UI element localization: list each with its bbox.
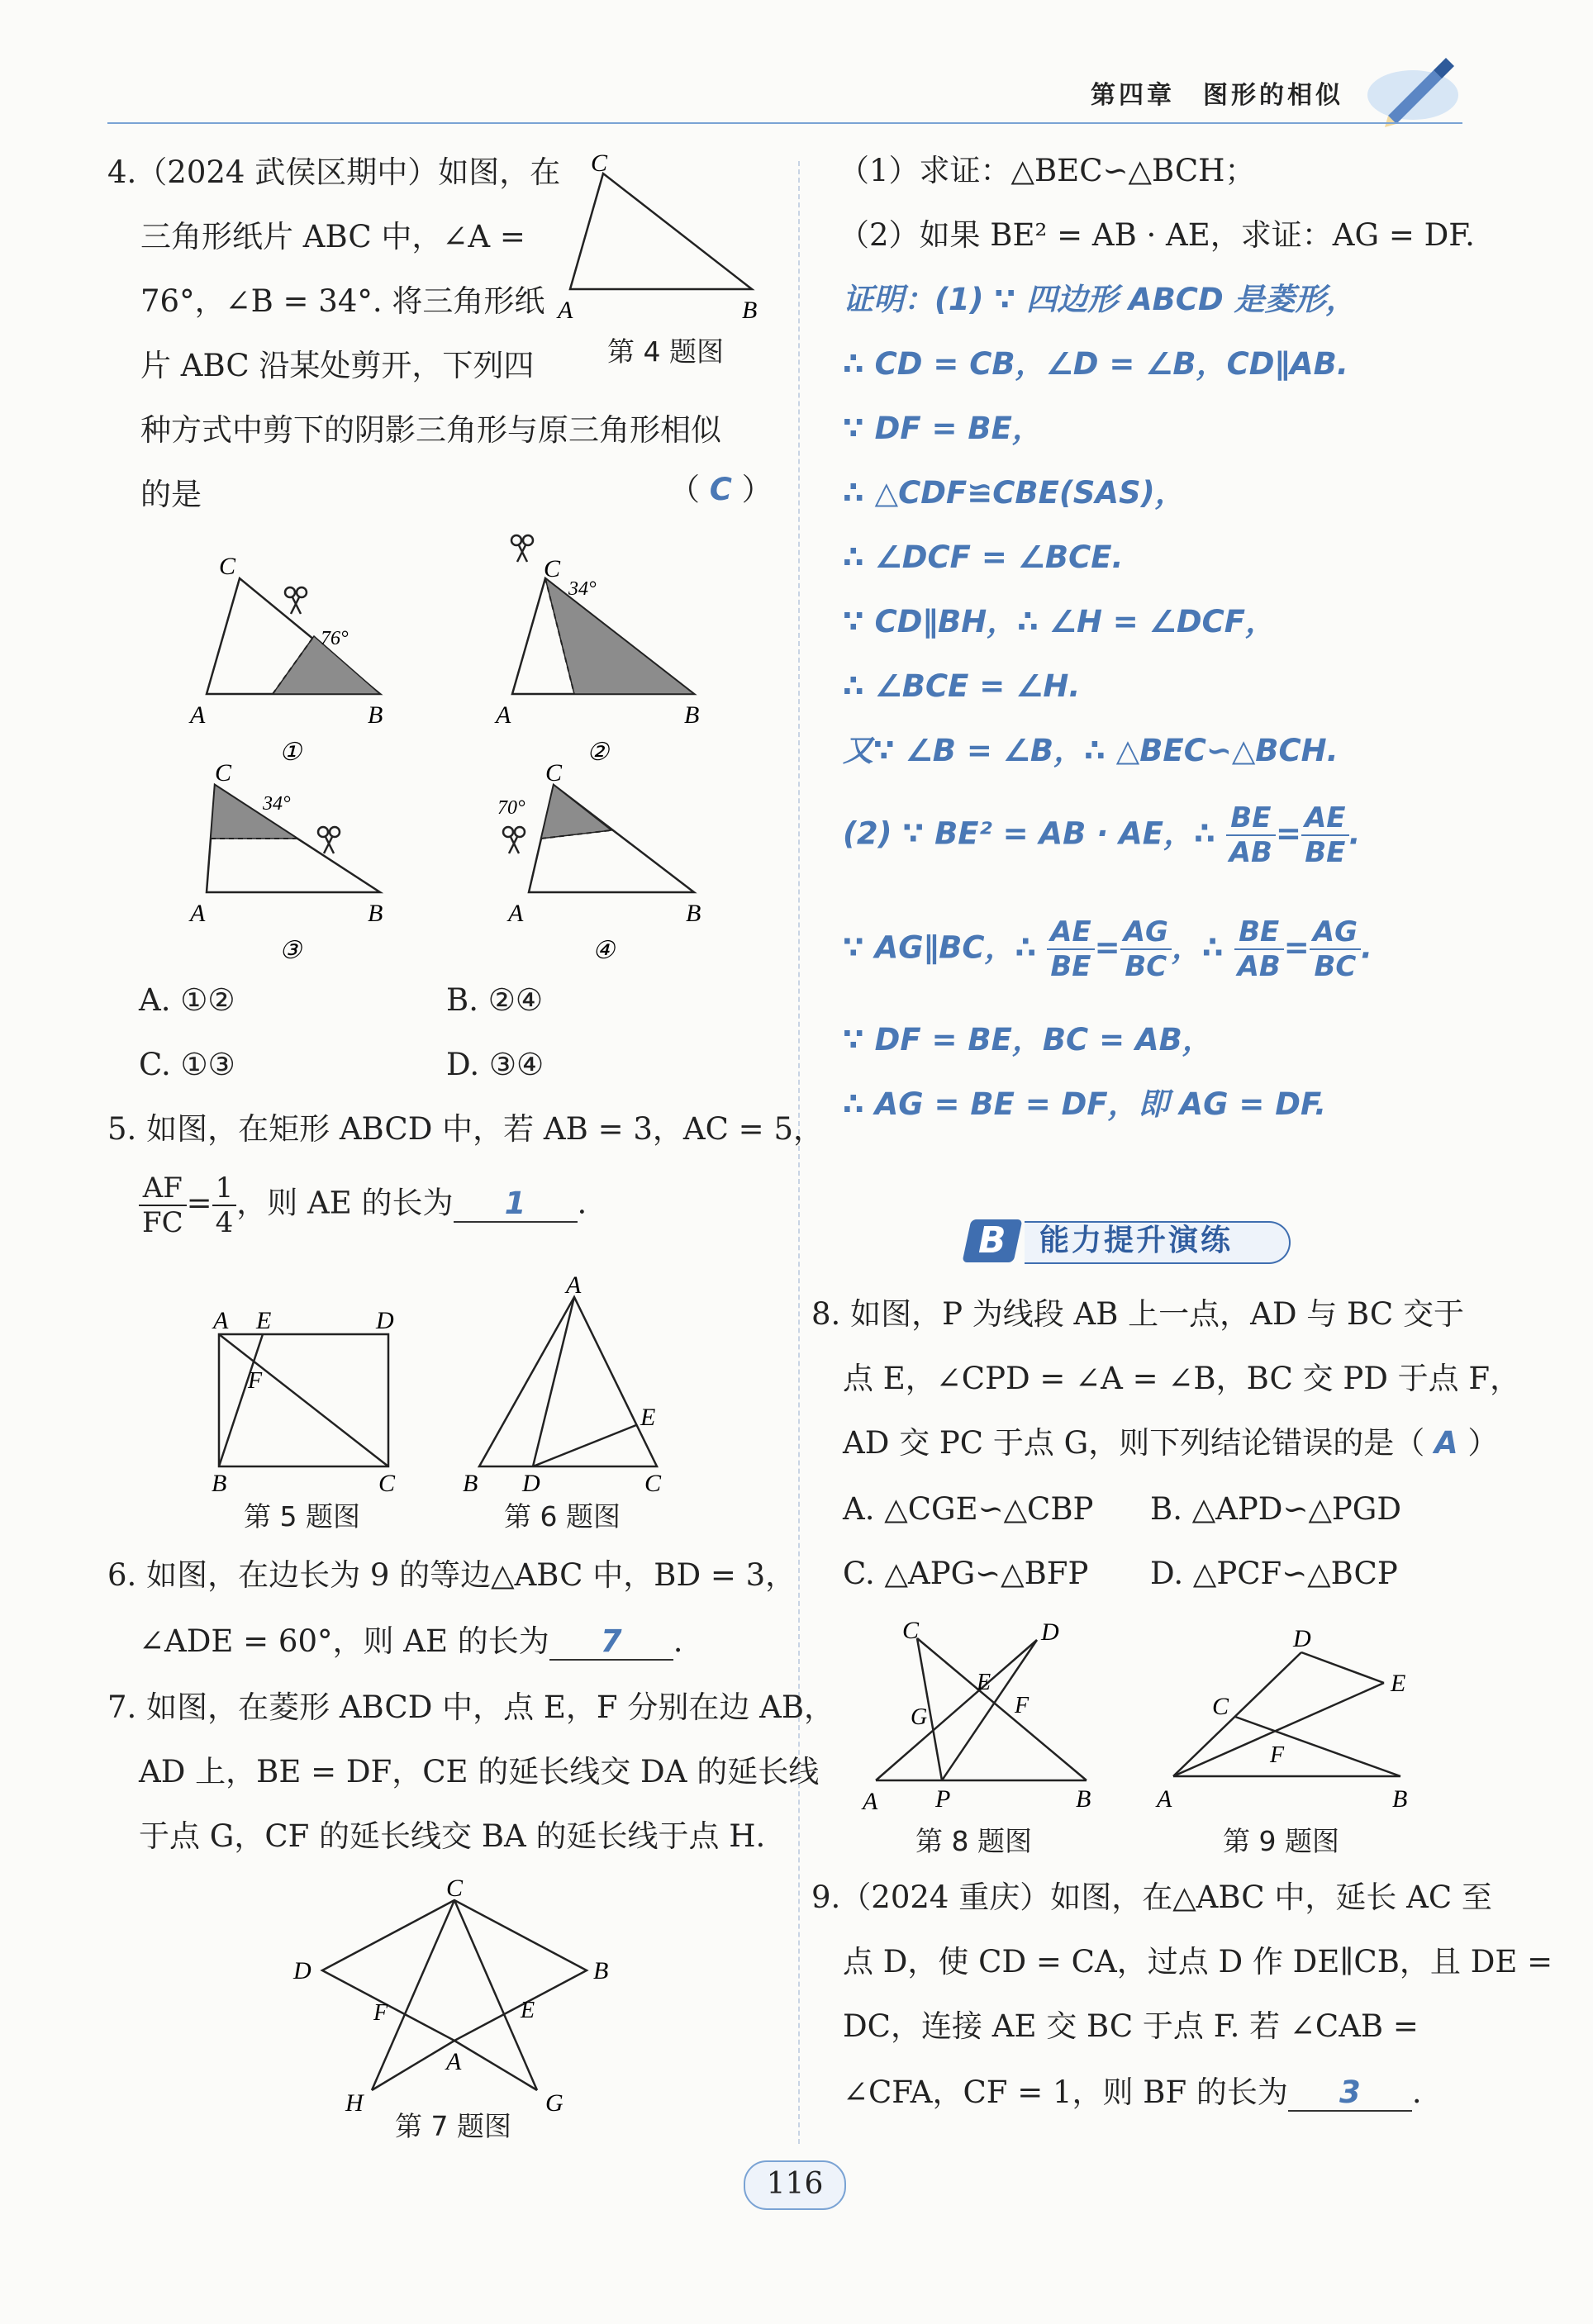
q4-line-3: 76°，∠B = 34°. 将三角形纸 bbox=[140, 283, 545, 319]
svg-text:E: E bbox=[977, 1670, 991, 1695]
q7-sub-1: （1）求证：△BEC∽△BCH； bbox=[839, 153, 1256, 188]
q4-line-4: 片 ABC 沿某处剪开，下列四 bbox=[140, 348, 535, 383]
proof-line-9: (2) ∵ BE² = AB · AE，∴ $\frac{BE}{AB}$ = $\frac{AE}{BE}$ . bbox=[843, 801, 1361, 869]
q8-figure bbox=[859, 1615, 1107, 1822]
proof-line-6: ∵ CD∥BH，∴ ∠H = ∠DCF， bbox=[843, 604, 1276, 639]
proof-line-2: ∴ CD = CB，∠D = ∠B，CD∥AB. bbox=[843, 346, 1348, 382]
q4-subfig-4 bbox=[497, 759, 701, 964]
svg-text:D: D bbox=[522, 1470, 540, 1495]
svg-text:C: C bbox=[1212, 1693, 1229, 1720]
q6-line-1: 6. 如图，在边长为 9 的等边△ABC 中，BD = 3， bbox=[107, 1557, 796, 1593]
svg-text:D: D bbox=[376, 1307, 394, 1334]
q4-answer-paren: （ C ） bbox=[669, 472, 773, 507]
q4-fig4-angle: 70° bbox=[497, 797, 525, 819]
svg-text:C: C bbox=[902, 1617, 920, 1644]
q4-option-c: C. ①③ bbox=[139, 1047, 235, 1082]
svg-text:D: D bbox=[1041, 1618, 1059, 1646]
q4-fig2-angle: 34° bbox=[568, 578, 597, 600]
proof-line-11: ∵ DF = BE，BC = AB， bbox=[843, 1022, 1213, 1057]
svg-text:F: F bbox=[1015, 1693, 1030, 1718]
svg-text:C: C bbox=[446, 1875, 464, 1902]
q4-caption: 第 4 题图 bbox=[607, 335, 724, 368]
svg-text:G: G bbox=[545, 2089, 563, 2117]
svg-text:C: C bbox=[544, 555, 561, 582]
q4-option-b: B. ②④ bbox=[446, 982, 544, 1018]
scissors-icon-1 bbox=[285, 587, 307, 614]
svg-text:C: C bbox=[644, 1470, 662, 1495]
svg-text:B: B bbox=[1076, 1785, 1091, 1813]
svg-text:C: C bbox=[219, 553, 236, 580]
q5-line-1: 5. 如图，在矩形 ABCD 中，若 AB = 3，AC = 5， bbox=[107, 1111, 824, 1147]
proof-line-4: ∴ △CDF≌CBE(SAS)， bbox=[843, 475, 1186, 511]
svg-text:A: A bbox=[566, 1276, 582, 1299]
svg-text:A: A bbox=[190, 900, 206, 927]
q9-figure bbox=[1153, 1615, 1434, 1822]
q7-sub-2: （2）如果 BE² = AB · AE，求证：AG = DF. bbox=[839, 217, 1475, 253]
q4-line-1: 4.（2024 武侯区期中）如图，在 bbox=[107, 154, 561, 190]
svg-text:B: B bbox=[684, 701, 700, 729]
svg-text:B: B bbox=[368, 900, 383, 927]
q5-figure bbox=[198, 1297, 413, 1495]
svg-text:P: P bbox=[935, 1785, 951, 1813]
svg-text:G: G bbox=[911, 1704, 928, 1730]
q4-fig4-num: ④ bbox=[592, 937, 615, 964]
proof-line-7: ∴ ∠BCE = ∠H. bbox=[843, 668, 1081, 704]
pencil-icon bbox=[1355, 50, 1462, 132]
q4-label-c: C bbox=[591, 153, 608, 177]
svg-text:C: C bbox=[545, 759, 563, 787]
scissors-icon-3 bbox=[318, 827, 340, 853]
q4-subfigures bbox=[182, 529, 777, 975]
q6-caption: 第 6 题图 bbox=[504, 1500, 621, 1533]
q4-figure bbox=[554, 153, 777, 322]
q4-subfig-1 bbox=[188, 553, 383, 766]
proof-line-8: 又∵ ∠B = ∠B，∴ △BEC∽△BCH. bbox=[843, 733, 1339, 768]
q4-fig3-angle: 34° bbox=[263, 793, 291, 815]
q4-label-b: B bbox=[742, 297, 758, 322]
q5-value: $\frac{1}{4}$ bbox=[212, 1172, 237, 1239]
svg-text:E: E bbox=[256, 1307, 272, 1334]
svg-text:D: D bbox=[1293, 1625, 1311, 1652]
page-header bbox=[0, 0, 1593, 132]
svg-text:B: B bbox=[368, 701, 383, 729]
svg-text:B: B bbox=[463, 1470, 478, 1495]
q5-fraction: $\frac{AF}{FC}$ bbox=[139, 1172, 187, 1239]
q4-fig1-num: ① bbox=[279, 739, 302, 766]
q5-caption: 第 5 题图 bbox=[244, 1500, 360, 1533]
q8-option-c: C. △APG∽△BFP bbox=[843, 1556, 1089, 1591]
svg-text:C: C bbox=[378, 1470, 396, 1495]
q8-line-1: 8. 如图，P 为线段 AB 上一点，AD 与 BC 交于 bbox=[811, 1296, 1465, 1332]
q4-label-a: A bbox=[558, 297, 573, 322]
q9-line-1: 9.（2024 重庆）如图，在△ABC 中，延长 AC 至 bbox=[811, 1880, 1492, 1915]
svg-text:B: B bbox=[686, 900, 701, 927]
chapter-title: 第四章 图形的相似 bbox=[1091, 81, 1343, 110]
proof-line-10: ∵ AG∥BC，∴ $\frac{AE}{BE}$ = $\frac{AG}{BC}$ ，∴ $\frac{BE}{AB}$ = $\frac{AG}{BC}$ . bbox=[843, 915, 1373, 983]
section-b-title: 能力提升演练 bbox=[1039, 1224, 1234, 1257]
page-number: 116 bbox=[766, 2167, 824, 2201]
svg-text:B: B bbox=[212, 1470, 227, 1495]
q8-option-b: B. △APD∽△PGD bbox=[1150, 1491, 1402, 1527]
q9-line-2: 点 D，使 CD = CA，过点 D 作 DE∥CB，且 DE = bbox=[843, 1944, 1553, 1979]
q5-answer: 1 bbox=[504, 1185, 526, 1221]
q7-line-3: 于点 G，CF 的延长线交 BA 的延长线于点 H. bbox=[139, 1818, 766, 1854]
svg-text:A: A bbox=[213, 1307, 229, 1334]
svg-text:H: H bbox=[345, 2089, 364, 2117]
svg-text:E: E bbox=[640, 1404, 656, 1431]
svg-text:A: A bbox=[863, 1788, 878, 1815]
q4-fig2-num: ② bbox=[587, 739, 609, 766]
q4-fig1-angle: 76° bbox=[321, 628, 349, 649]
q7-line-2: AD 上，BE = DF，CE 的延长线交 DA 的延长线 bbox=[139, 1754, 820, 1789]
svg-text:B: B bbox=[1392, 1785, 1408, 1813]
q7-figure bbox=[281, 1875, 628, 2123]
section-b-letter: B bbox=[978, 1219, 1006, 1262]
svg-text:A: A bbox=[190, 701, 206, 729]
q8-line-2: 点 E，∠CPD = ∠A = ∠B，BC 交 PD 于点 F， bbox=[843, 1361, 1521, 1396]
svg-text:F: F bbox=[1270, 1742, 1285, 1768]
q4-fig3-num: ③ bbox=[279, 937, 302, 964]
q9-line-3: DC，连接 AE 交 BC 于点 F. 若 ∠CAB = bbox=[843, 2008, 1419, 2044]
q4-line-2: 三角形纸片 ABC 中，∠A = bbox=[140, 219, 525, 254]
q4-option-a: A. ①② bbox=[139, 982, 235, 1018]
q7-line-1: 7. 如图，在菱形 ABCD 中，点 E，F 分别在边 AB， bbox=[107, 1690, 835, 1725]
q5-line-2: $\frac{AF}{FC}$ = $\frac{1}{4}$ ，则 AE 的长为 1 . bbox=[139, 1172, 587, 1239]
svg-text:E: E bbox=[521, 1998, 535, 2023]
q4-line-6: 的是 bbox=[140, 477, 202, 512]
header-rule bbox=[107, 122, 1462, 124]
q6-figure bbox=[463, 1276, 686, 1495]
q4-subfig-3 bbox=[188, 759, 383, 964]
proof-line-1: 证明：(1) ∵ 四边形 ABCD 是菱形， bbox=[843, 282, 1357, 317]
q7-caption: 第 7 题图 bbox=[395, 2110, 511, 2142]
q6-answer: 7 bbox=[600, 1623, 622, 1659]
q8-answer: A bbox=[1434, 1425, 1458, 1461]
q9-answer: 3 bbox=[1339, 2074, 1361, 2110]
svg-text:F: F bbox=[373, 2000, 388, 2026]
svg-text:A: A bbox=[446, 2048, 462, 2075]
q4-line-5: 种方式中剪下的阴影三角形与原三角形相似 bbox=[140, 412, 721, 448]
scissors-icon-4 bbox=[503, 827, 525, 853]
q4-option-d: D. ③④ bbox=[446, 1047, 544, 1082]
svg-text:A: A bbox=[496, 701, 511, 729]
scissors-icon-2 bbox=[511, 535, 533, 562]
section-b-banner bbox=[967, 1216, 1314, 1266]
proof-line-5: ∴ ∠DCF = ∠BCE. bbox=[843, 539, 1124, 575]
column-divider bbox=[798, 161, 800, 2144]
q9-line-4: ∠CFA，CF = 1，则 BF 的长为 3 . bbox=[843, 2074, 1422, 2110]
svg-text:A: A bbox=[1157, 1785, 1172, 1813]
proof-line-12: ∴ AG = BE = DF，即 AG = DF. bbox=[843, 1086, 1327, 1122]
q8-line-3: AD 交 PC 于点 G，则下列结论错误的是（ A ） bbox=[843, 1425, 1499, 1461]
proof-line-3: ∵ DF = BE， bbox=[843, 411, 1043, 446]
svg-text:A: A bbox=[508, 900, 524, 927]
q8-option-a: A. △CGE∽△CBP bbox=[843, 1491, 1094, 1527]
q8-caption: 第 8 题图 bbox=[915, 1825, 1032, 1857]
svg-text:C: C bbox=[215, 759, 232, 787]
q6-line-2: ∠ADE = 60°，则 AE 的长为 7 . bbox=[139, 1623, 683, 1659]
svg-text:E: E bbox=[1391, 1670, 1406, 1697]
svg-text:F: F bbox=[248, 1368, 263, 1394]
q4-subfig-2 bbox=[494, 535, 699, 766]
q9-caption: 第 9 题图 bbox=[1223, 1825, 1339, 1857]
svg-text:D: D bbox=[293, 1957, 311, 1984]
svg-text:B: B bbox=[593, 1957, 609, 1984]
q4-answer: C bbox=[709, 472, 732, 507]
q8-option-d: D. △PCF∽△BCP bbox=[1150, 1556, 1398, 1591]
